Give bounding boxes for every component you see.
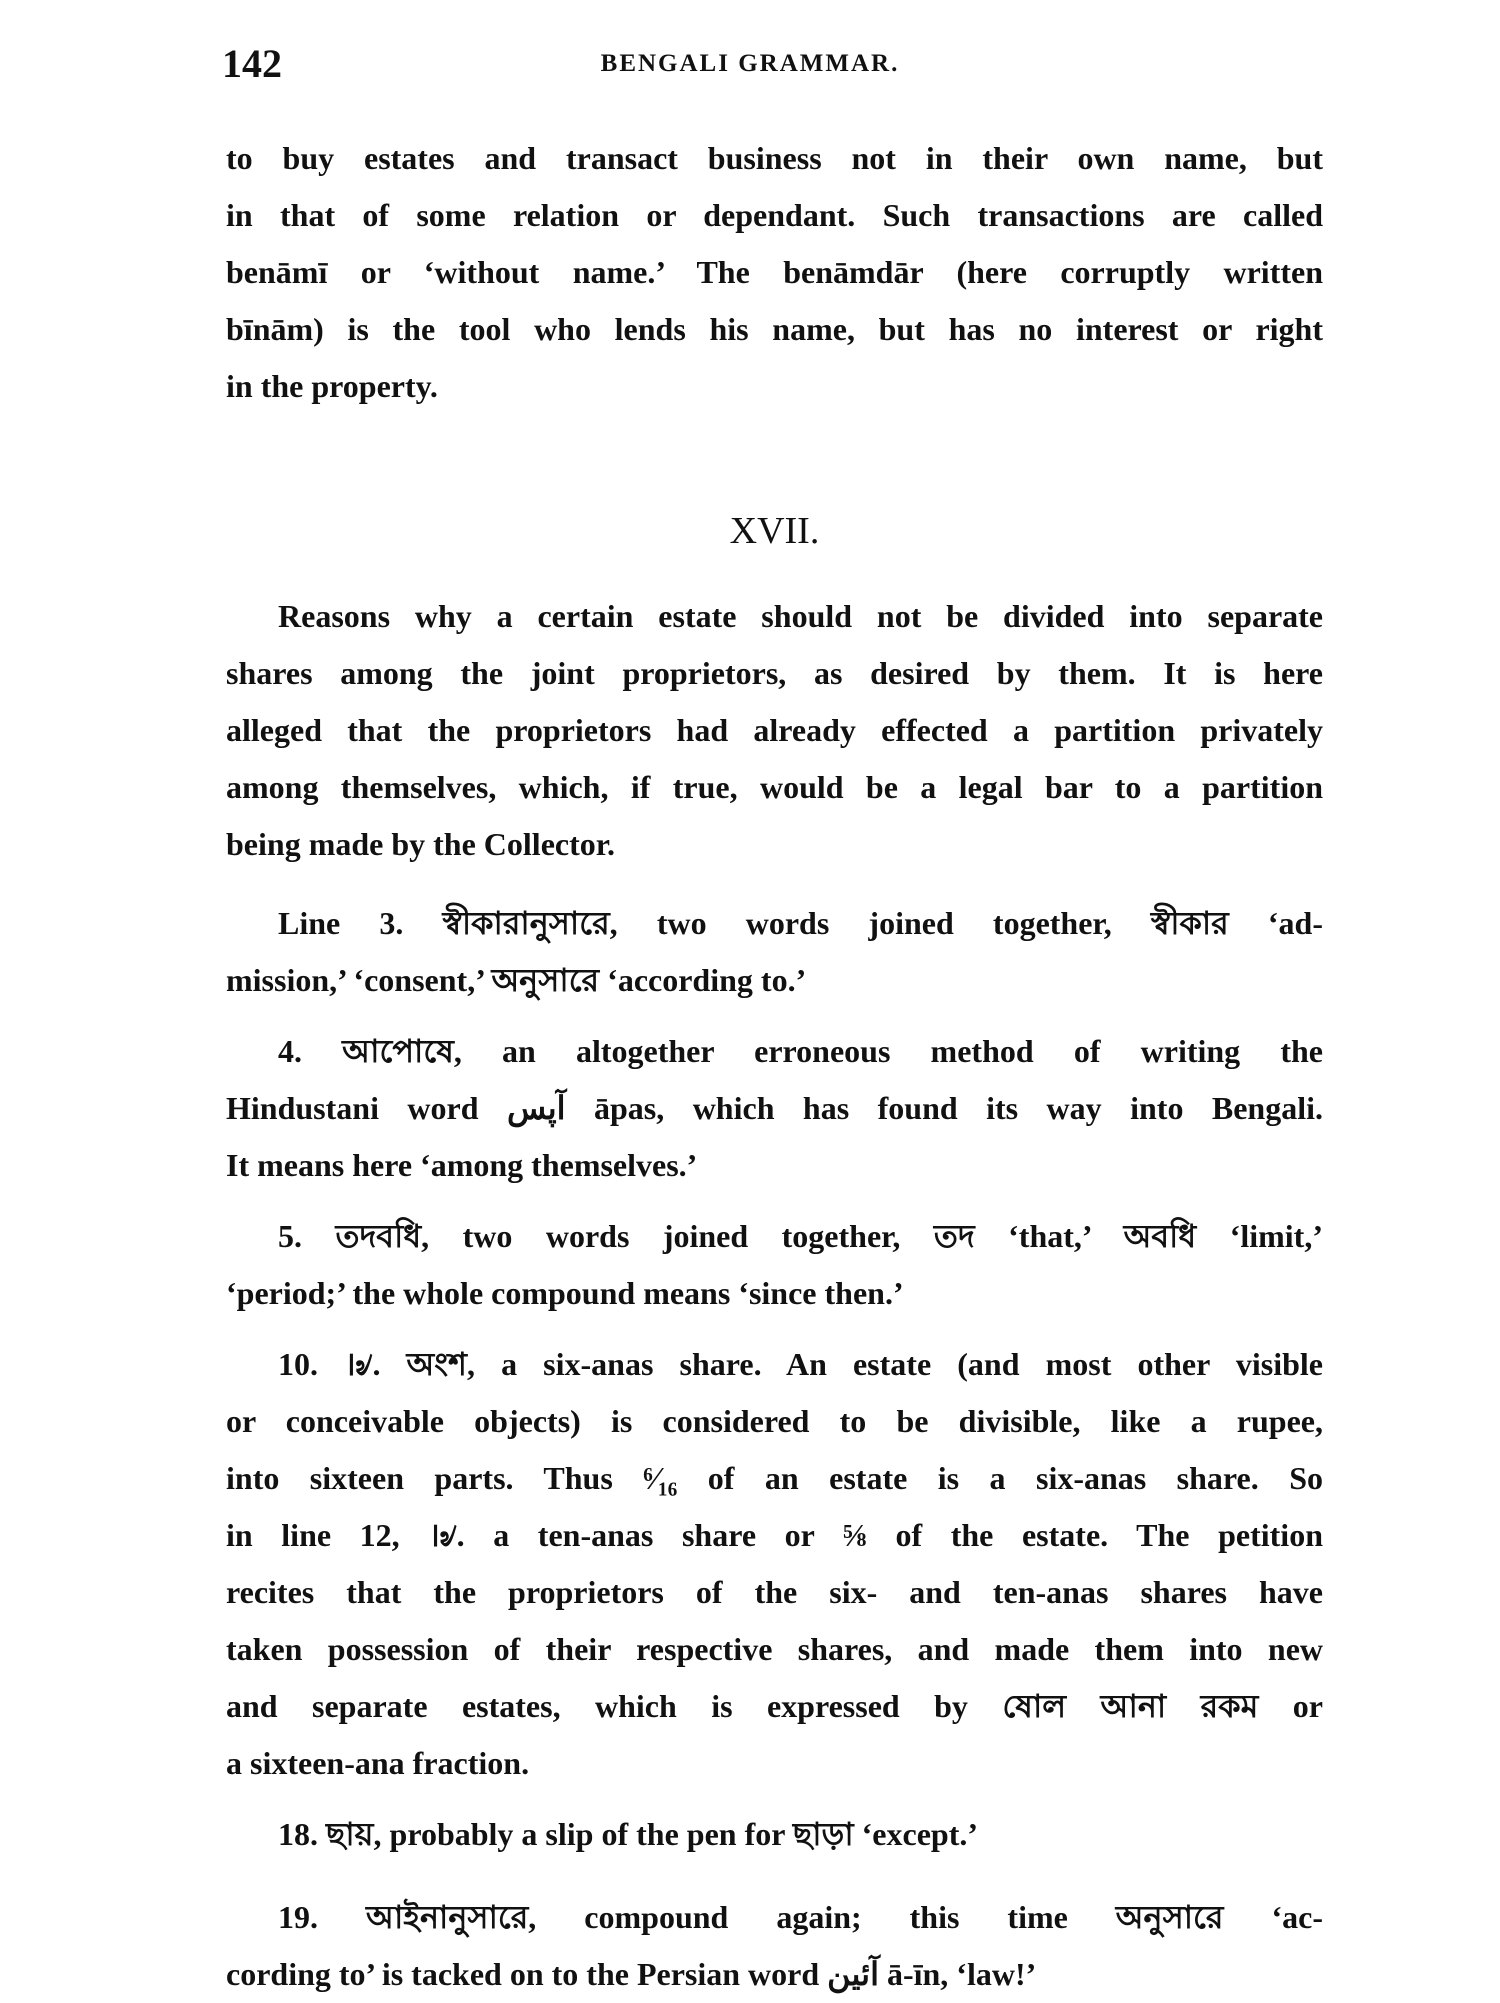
text-line: recites that the proprietors of the six- and ten-anas shares have [226,1574,1323,1610]
text-line: Line 3. স্বীকারানুসারে, two words joined together, স্বীকার ‘ad- [278,905,1323,941]
text-line: cording to’ is tacked on to the Persian word آئین ā-īn, ‘law!’ [226,1956,1037,1992]
text-line: 4. আপোষে, an altogether erroneous method of writing the [278,1033,1323,1069]
text-line: 10. ।৶. অংশ, a six-anas share. An estate (and most other visible [278,1346,1323,1382]
text-line: mission,’ ‘consent,’ অনুসারে ‘according to.’ [226,962,807,998]
note-line-19 [226,1889,1323,2003]
text-line: a sixteen-ana fraction. [226,1745,530,1781]
text-line: bīnām) is the tool who lends his name, but has no interest or right [226,311,1323,347]
text-line: shares among the joint proprietors, as desired by them. It is here [226,655,1323,691]
text-line: 19. আইনানুসারে, compound again; this time অনুসারে ‘ac- [278,1899,1323,1935]
running-title: BENGALI GRAMMAR. [600,50,900,77]
text-line: into sixteen parts. Thus ⁶⁄₁₆ of an estate is a six-anas share. So [226,1460,1323,1496]
note-line-5 [226,1208,1323,1322]
section-heading: XVII. [729,510,820,552]
note-line-3 [226,895,1323,1009]
page-number: 142 [222,41,282,86]
text-line: Reasons why a certain estate should not be divided into separate [278,598,1323,634]
paragraph-continuation [226,130,1323,415]
text-line: Hindustani word آپس āpas, which has found its way into Bengali. [226,1090,1324,1126]
text-line: in the property. [226,368,438,404]
text-line: or conceivable objects) is considered to be divisible, like a rupee, [226,1403,1323,1439]
text-line: ‘period;’ the whole compound means ‘since then.’ [226,1275,904,1311]
text-line: being made by the Collector. [226,826,616,862]
note-line-4 [226,1023,1323,1194]
text-line: 5. তদবধি, two words joined together, তদ ‘that,’ অবধি ‘limit,’ [278,1218,1323,1254]
text-line: alleged that the proprietors had already effected a partition privately [226,712,1323,748]
text-line: 18. ছায়, probably a slip of the pen for ছাড়া ‘except.’ [278,1816,979,1852]
text-line: in line 12, ।৶. a ten-anas share or ⅝ of the estate. The petition [226,1517,1323,1553]
text-line: among themselves, which, if true, would be a legal bar to a partition [226,769,1323,805]
note-line-18 [226,1806,1323,1863]
text-line: and separate estates, which is expressed by ষোল আনা রকম or [226,1688,1323,1724]
text-line: to buy estates and transact business not in their own name, but [226,140,1323,176]
text-line: taken possession of their respective shares, and made them into new [226,1631,1323,1667]
text-line: in that of some relation or dependant. Such transactions are called [226,197,1323,233]
paragraph-summary [226,588,1323,873]
note-line-10 [226,1336,1323,1792]
text-line: It means here ‘among themselves.’ [226,1147,698,1183]
page-body [226,130,1323,2003]
text-line: benāmī or ‘without name.’ The benāmdār (here corruptly written [226,254,1323,290]
